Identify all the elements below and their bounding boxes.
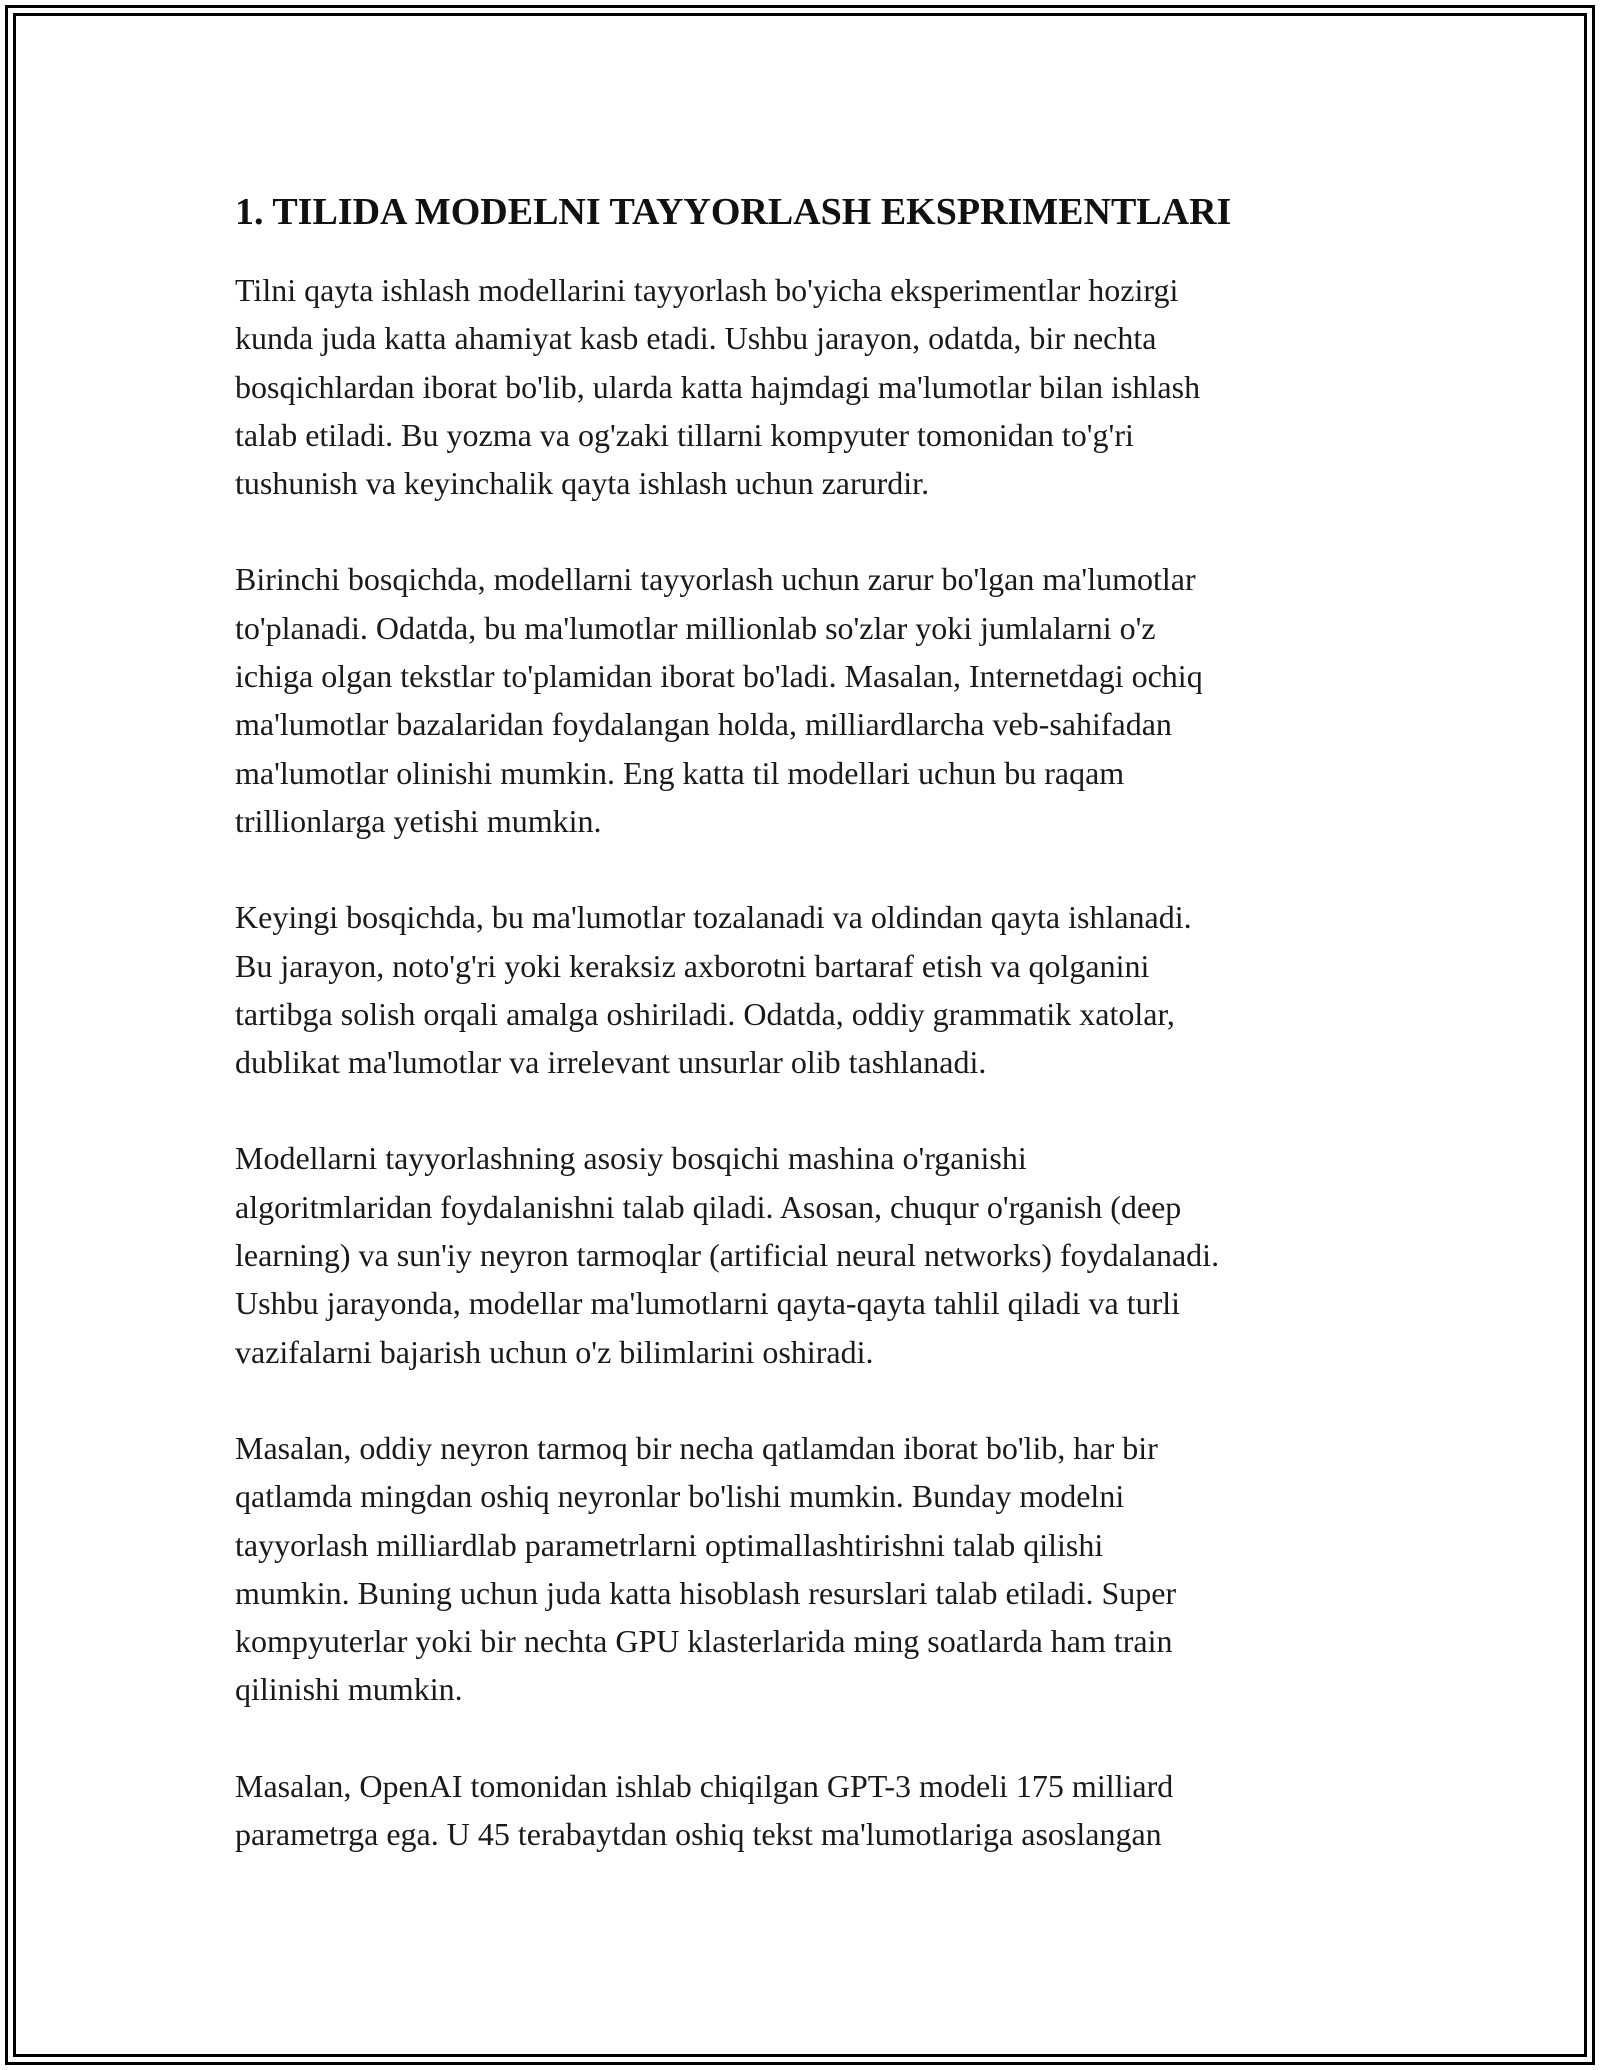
paragraph-neural-network-example	[235, 1424, 1375, 1714]
text-line: vazifalarni bajarish uchun o'z bilimlarini oshiradi.	[235, 1333, 874, 1370]
text-line: bosqichlardan iborat bo'lib, ularda katta hajmdagi ma'lumotlar bilan ishlash	[235, 368, 1201, 405]
text-line: qilinishi mumkin.	[235, 1671, 463, 1708]
text-line: talab etiladi. Bu yozma va og'zaki tillarni kompyuter tomonidan to'g'ri	[235, 416, 1134, 453]
section-heading: 1. TILIDA MODELNI TAYYORLASH EKSPRIMENTLARI	[235, 191, 1232, 233]
text-line: mumkin. Buning uchun juda katta hisoblash resurslari talab etiladi. Super	[235, 1574, 1177, 1611]
text-line: Masalan, OpenAI tomonidan ishlab chiqilgan GPT-3 modeli 175 milliard	[235, 1767, 1174, 1804]
text-line: dublikat ma'lumotlar va irrelevant unsurlar olib tashlanadi.	[235, 1044, 987, 1081]
paragraph-intro	[235, 266, 1375, 507]
text-line: qatlamda mingdan oshiq neyronlar bo'lishi mumkin. Bunday modelni	[235, 1478, 1125, 1515]
text-line: tartibga solish orqali amalga oshiriladi. Odatda, oddiy grammatik xatolar,	[235, 995, 1175, 1032]
text-line: to'planadi. Odatda, bu ma'lumotlar millionlab so'zlar yoki jumlalarni o'z	[235, 609, 1156, 646]
text-line: Bu jarayon, noto'g'ri yoki keraksiz axborotni bartaraf etish va qolganini	[235, 947, 1150, 984]
text-line: ma'lumotlar bazalaridan foydalangan holda, milliardlarcha veb-sahifadan	[235, 706, 1172, 743]
text-line: Masalan, oddiy neyron tarmoq bir necha qatlamdan iborat bo'lib, har bir	[235, 1429, 1158, 1466]
paragraph-gpt3-example	[235, 1762, 1375, 1859]
text-line: Ushbu jarayonda, modellar ma'lumotlarni qayta-qayta tahlil qiladi va turli	[235, 1285, 1181, 1322]
text-line: learning) va sun'iy neyron tarmoqlar (artificial neural networks) foydalanadi.	[235, 1237, 1220, 1274]
text-line: Tilni qayta ishlash modellarini tayyorlash bo'yicha eksperimentlar hozirgi	[235, 272, 1179, 308]
paragraph-first-stage	[235, 555, 1375, 845]
text-line: Modellarni tayyorlashning asosiy bosqichi mashina o'rganishi	[235, 1140, 1027, 1177]
text-line: kompyuterlar yoki bir nechta GPU klasterlarida ming soatlarda ham train	[235, 1623, 1173, 1660]
text-line: Birinchi bosqichda, modellarni tayyorlash uchun zarur bo'lgan ma'lumotlar	[235, 561, 1196, 598]
paragraph-next-stage	[235, 893, 1375, 1086]
text-line: tushunish va keyinchalik qayta ishlash uchun zarurdir.	[235, 465, 930, 502]
text-line: tayyorlash milliardlab parametrlarni optimallashtirishni talab qilishi	[235, 1526, 1104, 1563]
text-line: ma'lumotlar olinishi mumkin. Eng katta til modellari uchun bu raqam	[235, 754, 1125, 791]
text-line: parametrga ega. U 45 terabaytdan oshiq tekst ma'lumotlariga asoslangan	[235, 1816, 1162, 1853]
document-body	[235, 186, 1375, 1906]
text-line: Keyingi bosqichda, bu ma'lumotlar tozalanadi va oldindan qayta ishlanadi.	[235, 899, 1192, 936]
text-line: trillionlarga yetishi mumkin.	[235, 802, 602, 839]
text-line: ichiga olgan tekstlar to'plamidan iborat bo'ladi. Masalan, Internetdagi ochiq	[235, 658, 1203, 695]
paragraph-main-stage	[235, 1134, 1375, 1375]
text-line: kunda juda katta ahamiyat kasb etadi. Ushbu jarayon, odatda, bir nechta	[235, 320, 1157, 357]
text-line: algoritmlaridan foydalanishni talab qiladi. Asosan, chuqur o'rganish (deep	[235, 1188, 1182, 1225]
